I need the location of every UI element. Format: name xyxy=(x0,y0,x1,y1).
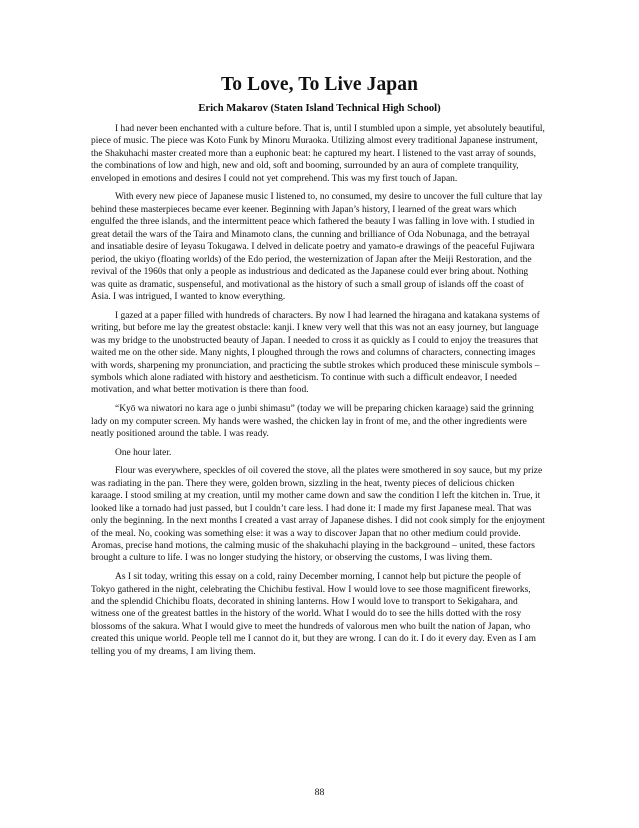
paragraph-3: I gazed at a paper filled with hundreds of characters. By now I had learned the hiragana and katakana systems of writing, but before me lay the greatest obstacle: kanji. I knew very well that this was not an easy journey, but language was my bridge to the unobstructed beauty of Japan. I needed to cross it as quickly as I could to enjoy the treasures that waited me on the other side. Many nights, I ploughed through the rows and columns of characters, connecting images with words, sharpening my pronunciation, and practicing the subtle strokes which produced these miniscule symbols – symbols which alone radiated with history and aestheticism. To continue with such a difficult endeavor, I needed motivation, and what better motivation is there than food. xyxy=(91,310,540,396)
essay-body xyxy=(91,123,545,664)
paragraph-7: As I sit today, writing this essay on a cold, rainy December morning, I cannot help but picture the people of Tokyo gathered in the night, celebrating the Chichibu festival. How I would love to see those magnificent fireworks, and the splendid Chichibu floats, decorated in shining lanterns. How I would love to transport to Sekigahara, and witness one of the greatest battles in the history of the world. What I would do to see the hills dotted with the rosy blossoms of the sakura. What I would give to meet the hundreds of valorous men who built the nation of Japan, who created this unique world. People tell me I cannot do it, but they are wrong. I can do it. I do it every day. Even as I am telling you of my dreams, I am living them. xyxy=(91,572,536,657)
paragraph-6: Flour was everywhere, speckles of oil covered the stove, all the plates were smothered in soy sauce, but my prize was radiating in the pan. There they were, golden brown, sizzling in the heat, twenty pieces of delicious chicken karaage. I stood smiling at my creation, until my mother came down and saw the condition I left the kitchen in. True, it looked like a tornado had just passed, but I couldn’t care less. I had done it: I made my first Japanese meal. That was only the beginning. In the next months I created a vast array of Japanese dishes. I did not cook simply for the enjoyment of the meal. No, cooking was something else: it was a way to discover Japan that no other medium could provide. Aromas, precise hand motions, the calming music of the shakuhachi playing in the background – united, these factors brought a culture to life. I was no longer studying the history, or observing the customs, I was living them. xyxy=(91,466,545,564)
paragraph-1: I had never been enchanted with a culture before. That is, until I stumbled upon a simple, yet absolutely beautiful, piece of music. The piece was Koto Funk by Minoru Muraoka. Utilizing almost every traditional Japanese instrument, the Shakuhachi master created more than a euphonic beat: he captured my heart. I listened to the vast array of sounds, the combinations of low and high, new and old, soft and booming, surrounded by an aura of complete tranquility, enveloped in emotions and desires I could not yet comprehend. This was my first touch of Japan. xyxy=(91,124,545,184)
page-number: 88 xyxy=(314,787,325,798)
author-byline: Erich Makarov (Staten Island Technical High School) xyxy=(198,103,441,114)
paragraph-2: With every new piece of Japanese music I listened to, no consumed, my desire to uncover the full culture that lay behind these masterpieces became ever keener. Beginning with Japan’s history, I learned of the great wars which engulfed the three islands, and the intermittent peace which fathered the beauty I was falling in love with. I studied in great detail the wars of the Taira and Minamoto clans, the cunning and brilliance of Oda Nobunaga, and the betrayal and insatiable desire of Ieyasu Tokugawa. I delved in delicate poetry and yamato-e drawings of the peaceful Fujiwara period, the ukiyo (floating worlds) of the Edo period, the westernization of Japan after the Meiji Restoration, and the revival of the 1960s that only a people as industrious and dedicated as the Japanese could ever bring about. Nothing was quite as dramatic, suspenseful, and motivational as the history of such a small group of islands off the coast of Asia. I was intrigued, I wanted to know everything. xyxy=(91,192,543,303)
essay-title: To Love, To Live Japan xyxy=(220,74,419,95)
paragraph-5: One hour later. xyxy=(115,447,172,458)
paragraph-4: “Kyō wa niwatori no kara age o junbi shimasu” (today we will be preparing chicken karaage) said the grinning lady on my computer screen. My hands were washed, the chicken lay in front of me, and the other ingredients were neatly positioned around the table. I was ready. xyxy=(91,404,534,439)
